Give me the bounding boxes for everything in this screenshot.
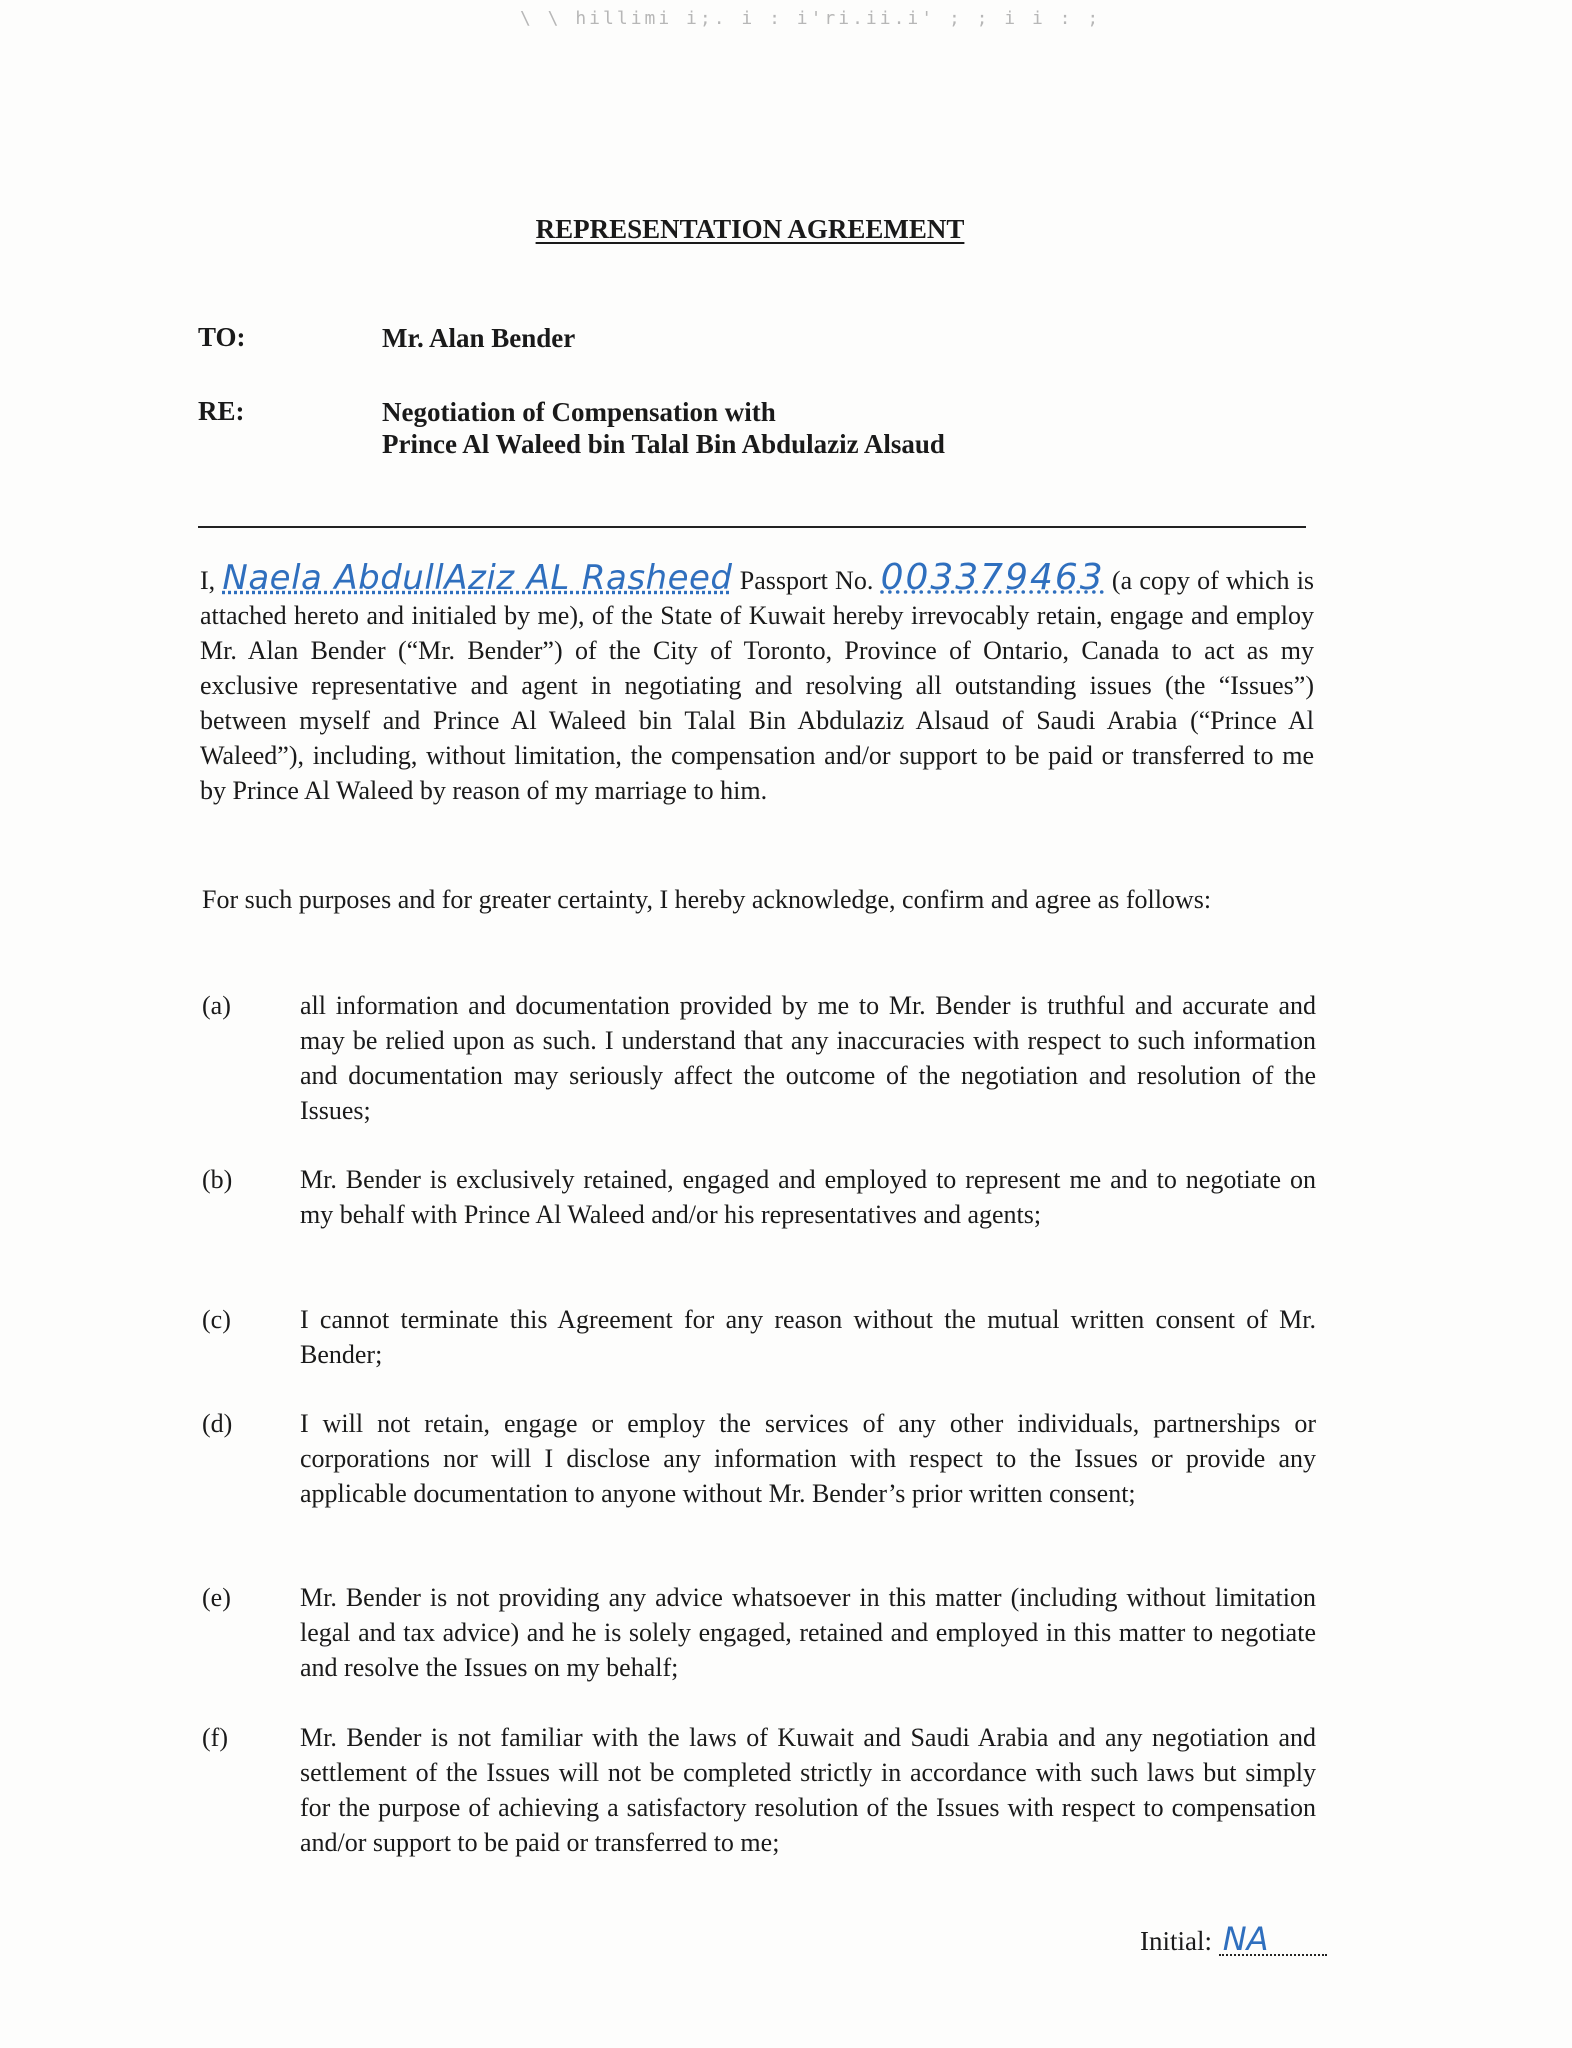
clause-label: (b): [202, 1165, 233, 1194]
clause-text: Mr. Bender is not providing any advice whatsoever in this matter (including without limitation legal and tax advice) and he is solely engaged, retained and employed in this matter to negotiate and resolve the Issues on my behalf;: [300, 1583, 1316, 1682]
handwritten-name: Naela AbdullAziz AL Rasheed: [222, 558, 733, 598]
clause-label: (f): [202, 1723, 228, 1752]
clause-text: Mr. Bender is exclusively retained, engaged and employed to represent me and to negotiate on my behalf with Prince Al Waleed and/or his representatives and agents;: [300, 1165, 1316, 1229]
clause-label: (e): [202, 1583, 231, 1612]
document-title: REPRESENTATION AGREEMENT: [535, 214, 965, 244]
initial-field: [1140, 1920, 1327, 1958]
intro-paragraph: [200, 557, 1315, 808]
intro-prefix: I,: [200, 566, 216, 595]
clause-label: (a): [202, 991, 231, 1020]
handwritten-initials: NA: [1219, 1924, 1327, 1956]
re-subject: [382, 396, 945, 460]
header-divider: [198, 526, 1306, 528]
clause-text: Mr. Bender is not familiar with the laws of Kuwait and Saudi Arabia and any negotiation and settlement of the Issues will not be completed strictly in accordance with such laws but simply for the purpose of achieving a satisfactory resolution of the Issues with respect to compensation and/or support to be paid or transferred to me;: [300, 1723, 1316, 1857]
initial-label: Initial:: [1140, 1926, 1212, 1956]
re-label: RE:: [198, 396, 245, 426]
clause-text: I cannot terminate this Agreement for any reason without the mutual written consent of Mr. Bender;: [300, 1305, 1316, 1369]
re-subject-line-1: Negotiation of Compensation with: [382, 397, 776, 427]
clause-label: (d): [202, 1409, 233, 1438]
handwritten-passport-number: 003379463: [880, 557, 1105, 598]
to-value: Mr. Alan Bender: [382, 323, 576, 353]
purposes-paragraph: For such purposes and for greater certainty, I hereby acknowledge, confirm and agree as follows:: [202, 885, 1212, 914]
scan-artifact: \ \ hillimi i;. i : i'ri.ii.i' ; ; i i : ;: [520, 8, 1102, 29]
clause-text: I will not retain, engage or employ the services of any other individuals, partnerships or corporations nor will I disclose any information with respect to the Issues or provide any applicable documentation to anyone without Mr. Bender’s prior written consent;: [300, 1409, 1316, 1508]
clause-label: (c): [202, 1305, 231, 1334]
to-label: TO:: [198, 322, 246, 352]
re-subject-line-2: Prince Al Waleed bin Talal Bin Abdulaziz Alsaud: [382, 429, 945, 459]
intro-body: (a copy of which is attached hereto and initialed by me), of the State of Kuwait hereby irrevocably retain, engage and employ Mr. Alan Bender (“Mr. Bender”) of the City of Toronto, Province of Ontario, Canada to act as my exclusive representative and agent in negotiating and resolving all outstanding issues (the “Issues”) between myself and Prince Al Waleed bin Talal Bin Abdulaziz Alsaud of Saudi Arabia (“Prince Al Waleed”), including, without limitation, the compensation and/or support to be paid or transferred to me by Prince Al Waleed by reason of my marriage to him.: [200, 566, 1315, 805]
passport-label: Passport No.: [739, 566, 874, 595]
clause-text: all information and documentation provided by me to Mr. Bender is truthful and accurate and may be relied upon as such. I understand that any inaccuracies with respect to such information and documentation may seriously affect the outcome of the negotiation and resolution of the Issues;: [300, 991, 1316, 1125]
